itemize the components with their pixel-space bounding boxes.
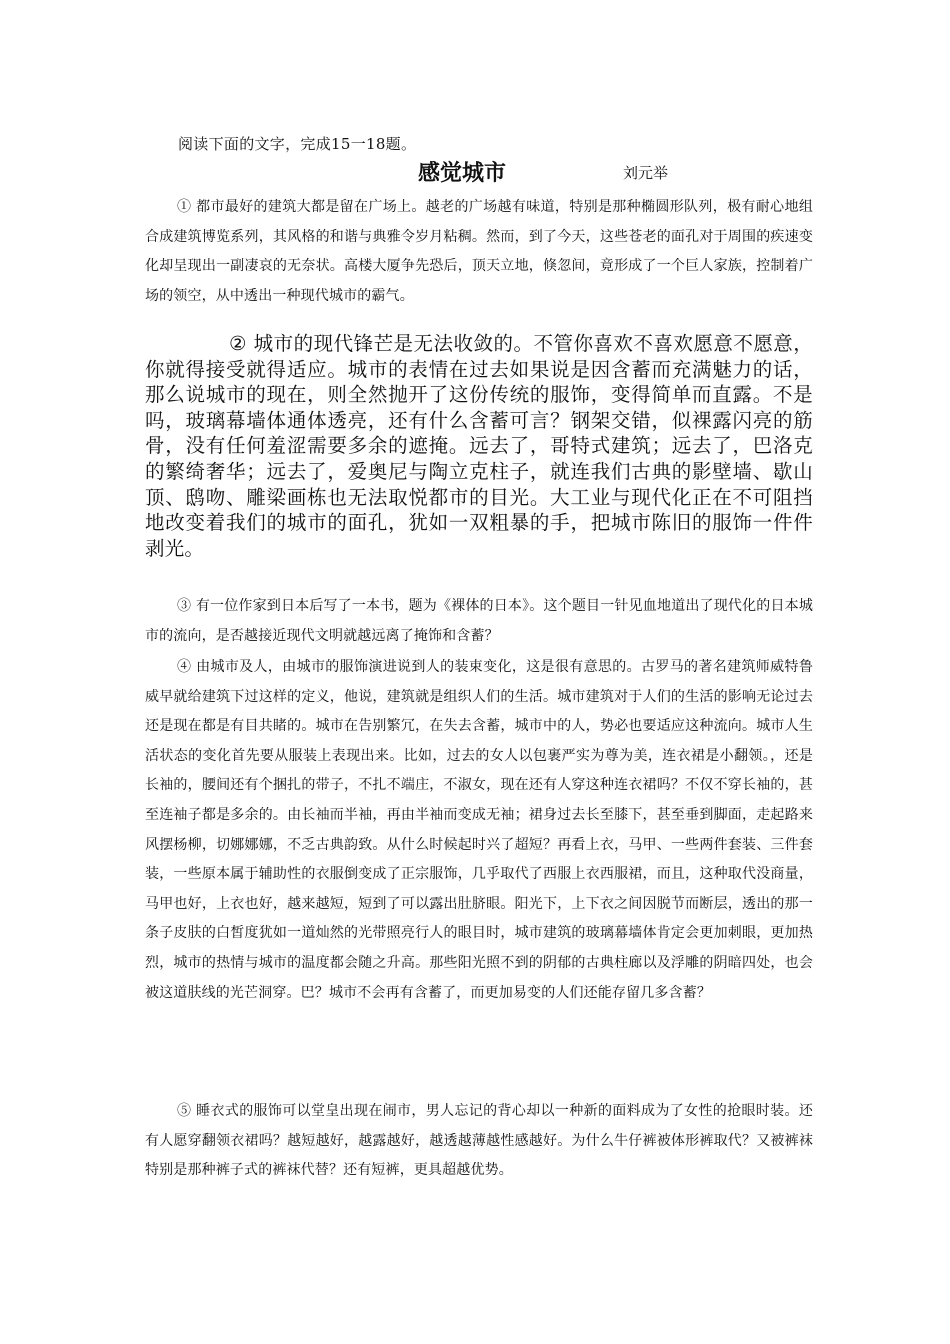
article-title: 感觉城市: [418, 161, 507, 186]
paragraph-5: ⑤ 睡衣式的服饰可以堂皇出现在闹市，男人忘记的背心却以一种新的面料成为了女性的抢眼时装。还有人愿穿翻领衣裙吗？越短越好，越露越好，越透越薄越性感越好。为什么牛仔裤被体形裤取代？又被裤袜特别是那种裤子式的裤袜代替？还有短裤，更具超越优势。: [145, 1103, 813, 1179]
article-author: 刘元举: [623, 164, 669, 182]
paragraph-2: ② 城市的现代锋芒是无法收敛的。不管你喜欢不喜欢愿意不愿意，你就得接受就得适应。城市的表情在过去如果说是因含蓄而充满魅力的话，那么说城市的现在，则全然抛开了这份传统的服饰，变得简单而直露。不是吗，玻璃幕墙体通体透亮，还有什么含蓄可言？钢架交错，似裸露闪亮的筋骨，没有任何羞涩需要多余的遮掩。远去了，哥特式建筑；远去了，巴洛克的繁绮奢华；远去了，爱奥尼与陶立克柱子，就连我们古典的影壁墙、歇山顶、鸱吻、雕梁画栋也无法取悦都市的目光。大工业与现代化正在不可阻挡地改变着我们的城市的面孔，犹如一双粗暴的手，把城市陈旧的服饰一件件剥光。: [145, 332, 813, 560]
paragraph-1: ① 都市最好的建筑大都是留在广场上。越老的广场越有味道，特别是那种椭圆形队列，极有耐心地组合成建筑博览系列，其风格的和谐与典雅令岁月粘稠。然而，到了今天，这些苍老的面孔对于周围的疾速变化却呈现出一副凄哀的无奈状。高楼大厦争先恐后，顶天立地，倏忽间，竟形成了一个巨人家族，控制着广场的领空，从中透出一种现代城市的霸气。: [145, 199, 813, 304]
paragraph-3: ③ 有一位作家到日本后写了一本书，题为《裸体的日本》。这个题目一针见血地道出了现代化的日本城市的流向，是否越接近现代文明就越远离了掩饰和含蓄？: [145, 598, 813, 644]
reading-instruction: 阅读下面的文字，完成15一18题。: [178, 135, 417, 153]
title-row: [0, 156, 950, 190]
paragraph-4: ④ 由城市及人，由城市的服饰演进说到人的装束变化，这是很有意思的。古罗马的著名建筑师威特鲁威早就给建筑下过这样的定义，他说，建筑就是组织人们的生活。城市建筑对于人们的生活的影响无论过去还是现在都是有目共睹的。城市在告别繁冗，在失去含蓄，城市中的人，势必也要适应这种流向。城市人生活状态的变化首先要从服装上表现出来。比如，过去的女人以包裹严实为尊为美，连衣裙是小翻领。，还是长袖的，腰间还有个捆扎的带子，不扎不端庄，不淑女，现在还有人穿这种连衣裙吗？不仅不穿长袖的，甚至连袖子都是多余的。由长袖而半袖，再由半袖而变成无袖；裙身过去长至膝下，甚至垂到脚面，走起路来风摆杨柳，切娜娜娜，不乏古典韵致。从什么时候起时兴了超短？再看上衣，马甲、一些两件套装、三件套装，一些原本属于辅助性的衣服倒变成了正宗服饰，几乎取代了西服上衣西服裙，而且，这种取代没商量，马甲也好，上衣也好，越来越短，短到了可以露出肚脐眼。阳光下，上下衣之间因脱节而断层，透出的那一条子皮肤的白皙度犹如一道灿然的光带照亮行人的眼目时，城市建筑的玻璃幕墙体肯定会更加刺眼，更加热烈，城市的热情与城市的温度都会随之升高。那些阳光照不到的阴郁的古典柱廊以及浮雕的阴暗四处，也会被这道肤线的光芒洞穿。巴？城市不会再有含蓄了，而更加易变的人们还能存留几多含蓄？: [145, 659, 813, 1001]
